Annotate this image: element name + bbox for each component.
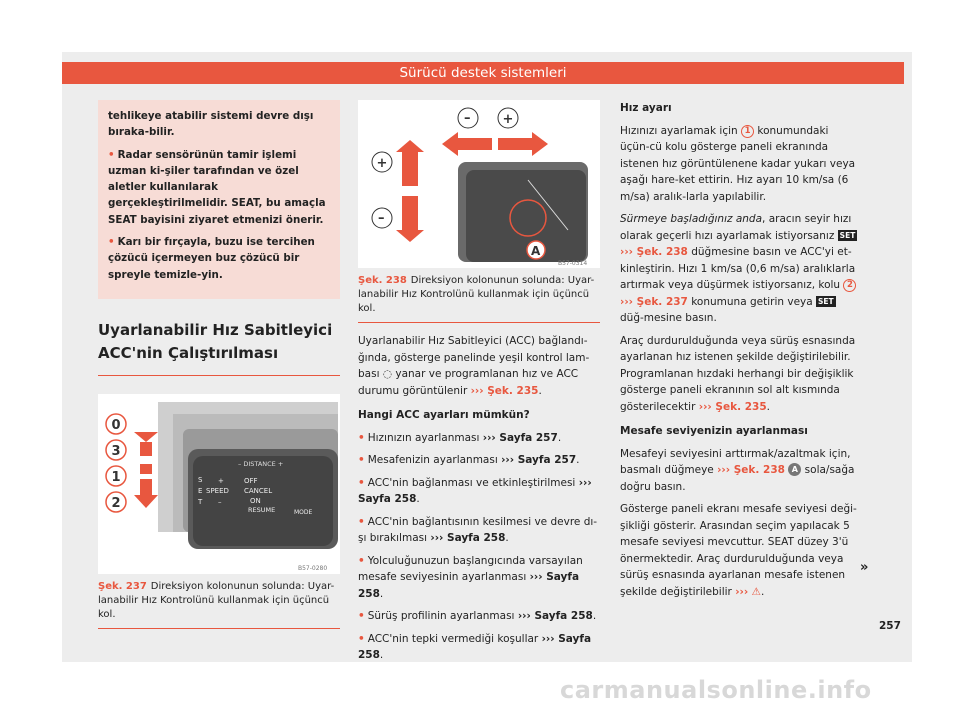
- svg-text:S: S: [198, 475, 203, 484]
- list-item: • ACC'nin bağlanması ve etkinleştirilmesi ››› Sayfa 258.: [358, 476, 592, 505]
- figure-code: B57-0280: [298, 564, 328, 572]
- section-title: Uyarlanabilir Hız Sabitleyici ACC'nin Çalıştırılması: [98, 319, 340, 376]
- svg-text:SPEED: SPEED: [206, 486, 229, 495]
- column-2: [358, 100, 600, 670]
- list-item: • Mesafenizin ayarlanması ››› Sayfa 257.: [358, 454, 580, 466]
- svg-text:T: T: [198, 497, 203, 506]
- svg-text:1: 1: [111, 469, 121, 485]
- paragraph: Sürmeye başladığınız anda, aracın seyir hızı olarak geçerli hızı ayarlamak istiyorsanız SET ››› Şek. 238 düğmesine basın ve ACC'yi et-kinleştirin. Hızı 1 km/sa (0,6 m/sa) aralıklarla artırmak veya düşürmek istiyorsanız, kolu 2 ››› Şek. 237 konumuna getirin veya SET düğ-mesine basın.: [620, 213, 856, 324]
- svg-text:CANCEL: CANCEL: [244, 486, 273, 495]
- list-item: • Yolculuğunuzun başlangıcında varsayılan mesafe seviyesinin ayarlanması ››› Sayfa 258.: [358, 554, 583, 600]
- figure-code: B57-0314: [558, 260, 588, 267]
- intro-paragraph: Uyarlanabilir Hız Sabitleyici (ACC) bağlandı-ğında, gösterge panelinde yeşil kontrol lam-bası ◌ yanar ve programlanan hız ve ACC durumu görüntülenir ››› Şek. 235.: [358, 335, 590, 397]
- subheading: Mesafe seviyenizin ayarlanması: [620, 425, 808, 437]
- stalk-distance-label: – DISTANCE +: [238, 459, 284, 468]
- arrow-down-icon: [396, 230, 424, 242]
- warning-bullet: • Radar sensörünün tamir işlemi uzman ki-şiler tarafından ve özel aletler kullanılarak gerçekleştirilmelidir. SEAT, bu amaçla SEAT bayisini ziyaret etmenizi önerir.: [108, 148, 326, 226]
- list-item: • ACC'nin tepki vermediği koşullar ››› Sayfa 258.: [358, 632, 592, 661]
- svg-text:2: 2: [111, 495, 121, 511]
- subheading: Hız ayarı: [620, 102, 672, 114]
- list-item: • Sürüş profilinin ayarlanması ››› Sayfa 258.: [358, 610, 597, 622]
- paragraph: Araç durdurulduğunda veya sürüş esnasında ayarlanan hız istenen şekilde değiştirilebilir. Programlanan hızdaki herhangi bir değişiklik gösterge paneli ekranının sol alt kısmında gösterilecektir ››› Şek. 235.: [620, 334, 856, 413]
- figure-caption: Şek. 238 Direksiyon kolonunun solunda: Uyar-lanabilir Hız Kontrolünü kullanmak için üçüncü kol.: [358, 274, 600, 323]
- paragraph: Mesafeyi seviyesini arttırmak/azaltmak için, basmalı düğmeye ››› Şek. 238 A sola/sağa doğru basın.: [620, 447, 855, 493]
- svg-text:OFF: OFF: [244, 476, 258, 485]
- warning-box: [98, 100, 340, 299]
- svg-text:E: E: [198, 486, 203, 495]
- warning-bullet: • Karı bir fırçayla, buzu ise tercihen çözücü içermeyen buz çözücü bir spreyle temizle-yin.: [108, 236, 315, 281]
- page-header: Sürücü destek sistemleri: [62, 62, 904, 84]
- svg-text:A: A: [531, 244, 541, 258]
- svg-text:0: 0: [111, 417, 121, 433]
- svg-text:3: 3: [111, 443, 121, 459]
- svg-text:+: +: [376, 156, 388, 171]
- set-button-icon: SET: [839, 230, 856, 240]
- watermark: carmanualsonline.info: [560, 676, 872, 704]
- arrow-down-icon: [134, 495, 158, 508]
- paragraph: Gösterge paneli ekranı mesafe seviyesi deği-şikliği gösterir. Arasından seçim yapılacak 5 mesafe seviyesi mevcuttur. SEAT düzey 3'ü önermektedir. Araç durdurulduğunda veya sürüş esnasında ayarlanan mesafe istenen şekilde değiştirilebilir ››› ⚠.: [620, 503, 857, 598]
- continue-marker: »: [860, 560, 869, 575]
- arrow-up-icon: [396, 140, 424, 152]
- svg-text:RESUME: RESUME: [248, 505, 276, 514]
- warning-line: tehlikeye atabilir sistemi devre dışı bıraka-bilir.: [108, 110, 314, 139]
- list-item: • ACC'nin bağlantısının kesilmesi ve devre dı-şı bırakılması ››› Sayfa 258.: [358, 515, 598, 544]
- column-3: [620, 100, 860, 606]
- paragraph: Hızınızı ayarlamak için 1 konumundaki üçün-cü kolu gösterge paneli ekranında istenen hız görüntülenene kadar yukarı veya aşağı hare-ket ettirin. Hız ayarı 10 km/sa (6 m/sa) aralık-larla yapılabilir.: [620, 124, 856, 203]
- svg-text:+: +: [502, 112, 514, 127]
- svg-text:–: –: [218, 497, 222, 506]
- svg-text:MODE: MODE: [294, 508, 313, 516]
- arrow-right-icon: [532, 132, 548, 156]
- subheading: Hangi ACC ayarları mümkün?: [358, 409, 530, 421]
- svg-text:ON: ON: [250, 496, 261, 505]
- figure-caption: Şek. 237 Direksiyon kolonunun solunda: Uyar-lanabilir Hız Kontrolünü kullanmak için üçüncü kol.: [98, 580, 340, 629]
- figure-237: [98, 394, 340, 574]
- arrow-up-icon: [134, 432, 158, 442]
- svg-text:–: –: [378, 211, 385, 226]
- list-item: • Hızınızın ayarlanması ››› Sayfa 257.: [358, 431, 562, 444]
- figure-238: [358, 100, 600, 268]
- column-1: [98, 100, 340, 629]
- stalk-illustration: [358, 100, 600, 268]
- acc-lamp-icon: ◌: [382, 368, 393, 380]
- page-number: 257: [879, 620, 901, 632]
- arrow-left-icon: [442, 132, 458, 156]
- svg-text:–: –: [464, 111, 471, 126]
- svg-text:+: +: [218, 476, 224, 485]
- settings-list: [358, 430, 600, 664]
- set-button-icon: SET: [818, 296, 834, 306]
- stalk-illustration: [98, 394, 340, 574]
- warning-triangle-icon: ⚠: [751, 585, 761, 598]
